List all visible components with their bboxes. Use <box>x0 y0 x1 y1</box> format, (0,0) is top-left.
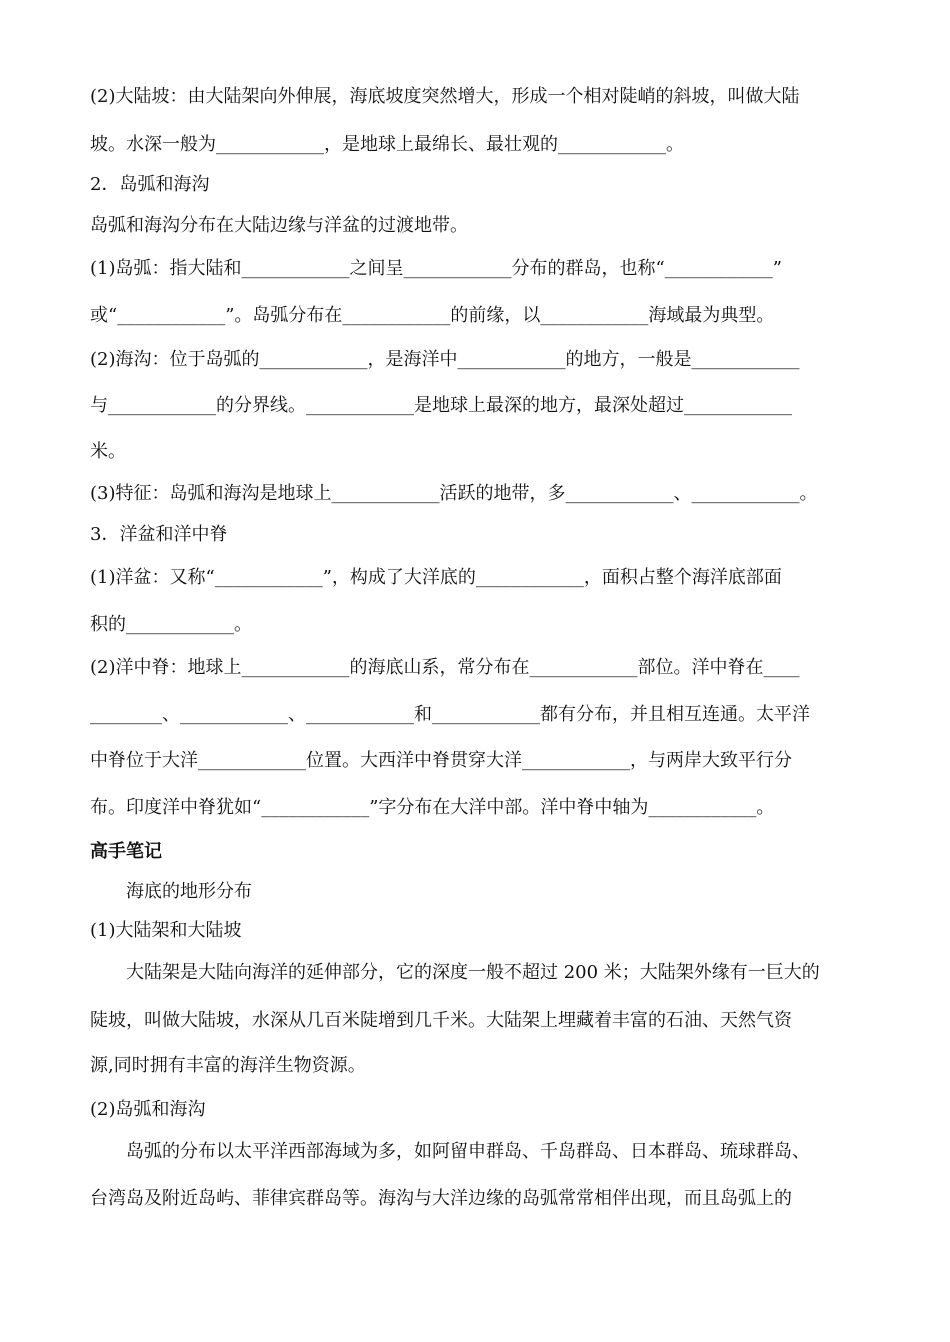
text-line: 米。 <box>90 441 126 462</box>
notes-subheading: 海底的地形分布 <box>90 881 252 902</box>
text-line: 与____________的分界线。____________是地球上最深的地方，最深处超过____________ <box>90 395 792 416</box>
paragraph-line: 岛弧的分布以太平洋西部海域为多，如阿留申群岛、千岛群岛、日本群岛、琉球群岛、 <box>90 1141 810 1162</box>
paragraph-line: 源,同时拥有丰富的海洋生物资源。 <box>90 1055 366 1076</box>
notes-heading: 高手笔记 <box>90 841 162 862</box>
text-line: (2)岛弧和海沟 <box>90 1099 206 1120</box>
text-line: (2)大陆坡：由大陆架向外伸展，海底坡度突然增大，形成一个相对陡峭的斜坡，叫做大陆 <box>90 86 800 107</box>
text-line: ________、____________、____________和____________都有分布，并且相互连通。太平洋 <box>90 704 810 725</box>
paragraph-line: 陡坡，叫做大陆坡，水深从几百米陡增到几千米。大陆架上埋藏着丰富的石油、天然气资 <box>90 1010 792 1031</box>
text-line: 布。印度洋中脊犹如“____________”字分布在大洋中部。洋中脊中轴为____________。 <box>90 797 775 818</box>
text-line: 岛弧和海沟分布在大陆边缘与洋盆的过渡地带。 <box>90 215 468 236</box>
section-heading: 3．洋盆和洋中脊 <box>90 524 228 545</box>
text-line: (1)大陆架和大陆坡 <box>90 920 242 941</box>
paragraph-line: 台湾岛及附近岛屿、菲律宾群岛等。海沟与大洋边缘的岛弧常常相伴出现，而且岛弧上的 <box>90 1188 792 1209</box>
text-line: (2)海沟：位于岛弧的____________，是海洋中____________的地方，一般是____________ <box>90 349 800 370</box>
text-line: (3)特征：岛弧和海沟是地球上____________活跃的地带，多____________、____________。 <box>90 483 818 504</box>
text-line: 积的____________。 <box>90 614 252 635</box>
text-line: (1)岛弧：指大陆和____________之间呈____________分布的群岛，也称“____________” <box>90 258 782 279</box>
section-heading: 2．岛弧和海沟 <box>90 174 210 195</box>
text-line: 中脊位于大洋____________位置。大西洋中脊贯穿大洋____________，与两岸大致平行分 <box>90 750 792 771</box>
text-line: (2)洋中脊：地球上____________的海底山系，常分布在____________部位。洋中脊在____ <box>90 657 800 678</box>
text-line: 坡。水深一般为____________，是地球上最绵长、最壮观的____________。 <box>90 134 684 155</box>
text-line: 或“____________”。岛弧分布在____________的前缘，以____________海域最为典型。 <box>90 305 775 326</box>
paragraph-line: 大陆架是大陆向海洋的延伸部分，它的深度一般不超过 200 米；大陆架外缘有一巨大的 <box>90 962 820 983</box>
text-line: (1)洋盆：又称“____________”，构成了大洋底的____________，面积占整个海洋底部面 <box>90 567 782 588</box>
